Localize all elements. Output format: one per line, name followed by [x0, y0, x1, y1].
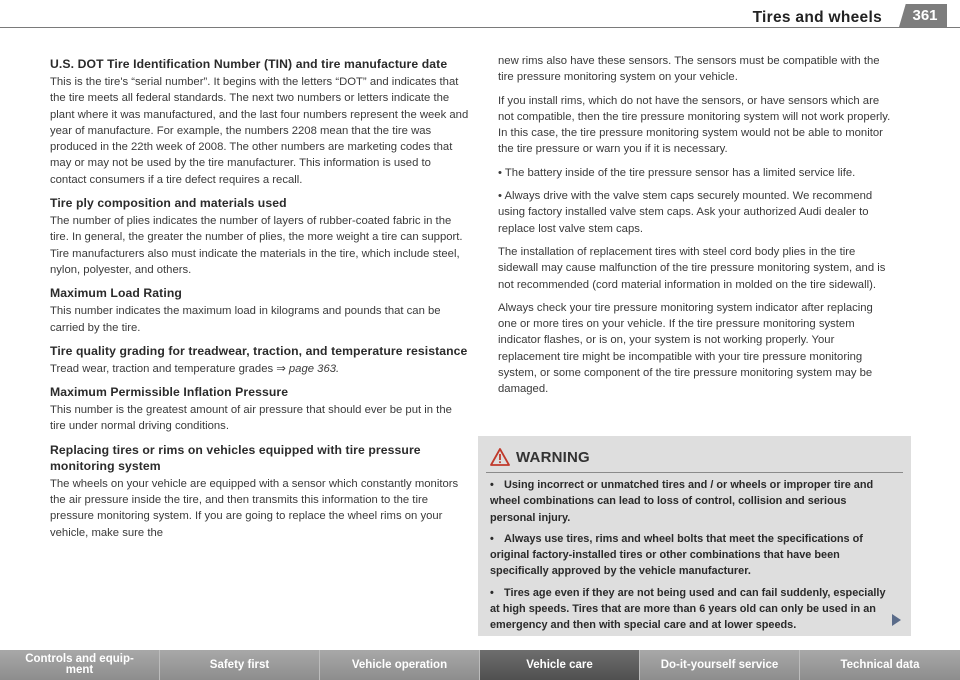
warning-item — [490, 585, 888, 634]
section-max-load — [50, 285, 470, 336]
right-column — [498, 53, 891, 405]
warning-item-text: Always use tires, rims and wheel bolts that meet the specifications of original factory-installed tires or other combinations that have been specifically approved by the vehicle manufacturer. — [490, 532, 863, 578]
section-heading: Tire quality grading for treadwear, traction, and temperature resistance — [50, 343, 468, 358]
section-text: The number of plies indicates the number of layers of rubber-coated fabric in the tire. In general, the greater the number of plies, the more weight a tire can support. Tire manufacturers also must indicate the materials in the tire, which include steel, nylon, polyester, and others. — [50, 215, 463, 276]
section-text: The wheels on your vehicle are equipped with a sensor which constantly monitors the air pressure inside the tire, and then transmits this information to the tire pressure monitoring system. If you are going to replace the wheel rims on your vehicle, make sure the — [50, 477, 459, 539]
warning-item-text: Using incorrect or unmatched tires and / or wheels or improper tire and wheel combinations can lead to loss of control, collision and serious personal injury. — [490, 479, 874, 524]
warning-item — [490, 477, 888, 526]
section-tin — [50, 56, 470, 188]
warning-title: WARNING — [516, 448, 590, 466]
section-heading: U.S. DOT Tire Identification Number (TIN) and tire manufacture date — [50, 57, 448, 71]
tab-controls-and-equipment[interactable]: Controls and equip- ment — [0, 650, 160, 680]
paragraph: The installation of replacement tires with steel cord body plies in the tire sidewall may cause malfunction of the tire pressure monitoring system, and is not recommended (cord material information in molded on the tire sidewall). — [498, 245, 886, 291]
page-reference-link[interactable]: page 363. — [288, 362, 340, 375]
warning-body — [490, 477, 888, 639]
warning-header — [490, 444, 590, 470]
tab-safety-first[interactable]: Safety first — [160, 650, 320, 680]
tab-vehicle-operation[interactable]: Vehicle operation — [320, 650, 480, 680]
section-heading: Maximum Permissible Inflation Pressure — [50, 385, 289, 400]
paragraph: If you install rims, which do not have the sensors, or have sensors which are not compatible, then the tire pressure monitoring system will not work properly. In this case, the tire pressure monitoring system would not be able to monitor the tire pressure or warn you if it is necessary. — [498, 94, 891, 156]
header-rule — [0, 27, 960, 28]
page-number: 361 — [912, 7, 938, 24]
footer-nav — [0, 650, 960, 680]
arrow-right-icon: ⇒ — [276, 362, 286, 375]
continue-arrow-icon — [892, 614, 901, 626]
section-replacing-tires — [50, 442, 470, 541]
warning-triangle-icon — [490, 448, 510, 466]
section-max-pressure — [50, 384, 470, 435]
tab-technical-data[interactable]: Technical data — [800, 650, 960, 680]
section-quality-grading — [50, 343, 470, 377]
warning-item-text: Tires age even if they are not being used and can fail suddenly, especially at high speeds. Tires that are more than 6 years old can only be used in an emergency and then with special care and at lower speeds. — [490, 586, 886, 632]
section-text-body: Tread wear, traction and temperature grades — [50, 362, 277, 375]
section-text: This number is the greatest amount of air pressure that should ever be put in the tire under normal driving conditions. — [50, 404, 452, 433]
tab-vehicle-care[interactable]: Vehicle care — [480, 650, 640, 680]
warning-item — [490, 531, 888, 580]
section-ply — [50, 195, 470, 278]
left-column — [50, 53, 470, 548]
bullet: • — [490, 586, 494, 599]
tab-do-it-yourself-service[interactable]: Do-it-yourself service — [640, 650, 800, 680]
section-text: This is the tire's “serial number”. It begins with the letters “DOT” and indicates that the tire meets all federal standards. The next two numbers or letters indicate the plant where it was manufactured, and the last four numbers represent the week and year of manufacture. For example, the numbers 2208 mean that the tire was produced in the 22th week of 2008. The other numbers are marketing codes that may or may not be used by the tire manufacturer. This information is used to contact consumers if a tire defect requires a recall. — [50, 76, 469, 186]
section-text — [50, 361, 470, 377]
warning-rule — [486, 472, 903, 473]
bullet-paragraph: • The battery inside of the tire pressure sensor has a limited service life. — [498, 166, 856, 179]
section-heading: Maximum Load Rating — [50, 286, 182, 301]
paragraph: new rims also have these sensors. The sensors must be compatible with the tire pressure monitoring system on your vehicle. — [498, 55, 880, 84]
section-heading: Tire ply composition and materials used — [50, 196, 287, 211]
section-text: This number indicates the maximum load in kilograms and pounds that can be carried by the tire. — [50, 305, 441, 334]
bullet: • — [490, 479, 494, 491]
page-header — [0, 0, 960, 32]
paragraph: Always check your tire pressure monitoring system indicator after replacing one or more tires on your vehicle. If the tire pressure monitoring system indicator flashes, or is on, your system is not working properly. Your replacement tire might be incompatible with your tire pressure monitoring system, or some component of the tire pressure monitoring system may be damaged. — [498, 301, 873, 396]
bullet: • — [490, 532, 494, 545]
bullet-paragraph: • Always drive with the valve stem caps securely mounted. We recommend using factory installed valve stem caps. Ask your authorized Audi dealer to replace lost valve stem caps. — [498, 190, 873, 235]
warning-box — [478, 436, 911, 636]
section-heading: Replacing tires or rims on vehicles equipped with tire pressure monitoring system — [50, 442, 421, 473]
chapter-title: Tires and wheels — [752, 9, 882, 26]
